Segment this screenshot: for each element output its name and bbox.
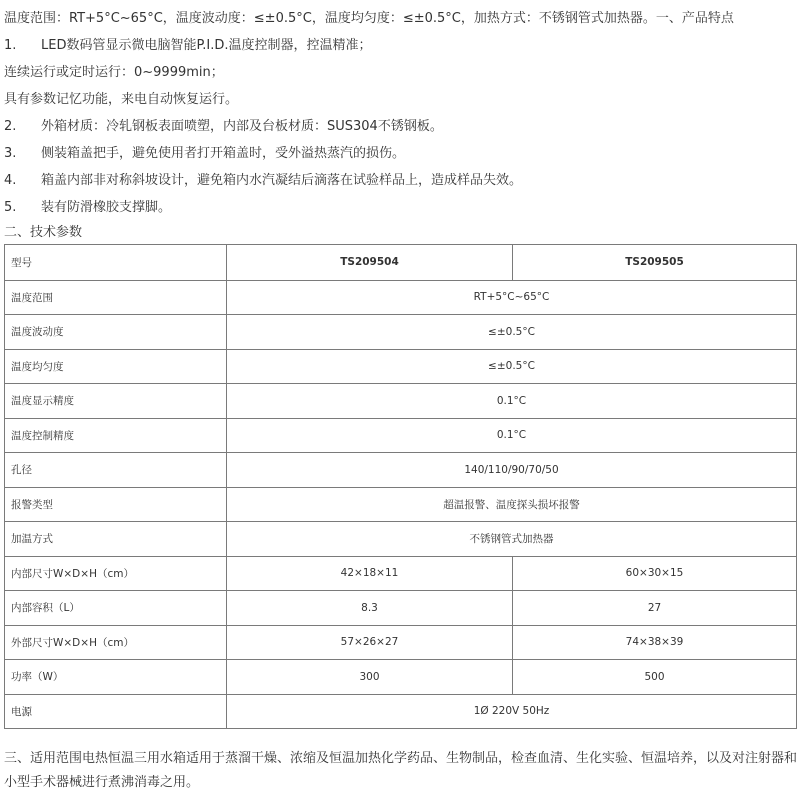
feature-item-4-text: 箱盖内部非对称斜坡设计，避免箱内水汽凝结后滴落在试验样品上，造成样品失效。 [41,173,523,188]
section-title-specs: 二、技术参数 [4,225,83,240]
table-row-power [5,660,797,695]
row-label-aperture: 孔径 [5,453,227,488]
intro-spec-line: 温度范围：RT+5°C~65°C，温度波动度：≤±0.5°C，温度均匀度：≤±0.5°C，加热方式：不锈钢管式加热器。一、产品特点 [4,11,734,26]
row-label-uniformity: 温度均匀度 [5,349,227,384]
row-label-fluctuation: 温度波动度 [5,315,227,350]
table-row-heating [5,522,797,557]
row-label-heating: 加温方式 [5,522,227,557]
model-ts209504: TS209504 [227,245,513,281]
feature-item-2-text: 外箱材质：冷轧钢板表面喷塑，内部及台板材质：SUS304不锈钢板。 [41,119,443,134]
table-row-inner-size [5,556,797,591]
row-label-control-precision: 温度控制精度 [5,418,227,453]
row-label-model: 型号 [5,245,227,281]
feature-item-1-text: LED数码管显示微电脑智能P.I.D.温度控制器，控温精准； [41,38,372,53]
row-label-outer-size: 外部尺寸W×D×H（cm） [5,625,227,660]
row-label-volume: 内部容积（L） [5,591,227,626]
feature-item-3-text: 侧装箱盖把手，避免使用者打开箱盖时，受外溢热蒸汽的损伤。 [41,146,406,161]
outer-size-ts209505: 74×38×39 [513,625,797,660]
table-row-temp-range [5,280,797,315]
table-row-volume [5,591,797,626]
spec-table [4,244,797,729]
outer-size-ts209504: 57×26×27 [227,625,513,660]
feature-item-1 [4,37,800,55]
volume-ts209505: 27 [513,591,797,626]
table-row-control-precision [5,418,797,453]
heating-value: 不锈钢管式加热器 [227,522,797,557]
row-label-display-precision: 温度显示精度 [5,384,227,419]
feature-item-5-number: 5. [4,200,17,215]
table-row-display-precision [5,384,797,419]
table-row-alarm [5,487,797,522]
feature-memory: 具有参数记忆功能，来电自动恢复运行。 [4,92,239,107]
table-row-fluctuation [5,315,797,350]
row-label-temp-range: 温度范围 [5,280,227,315]
feature-item-2 [4,118,800,136]
row-label-power: 功率（W） [5,660,227,695]
power-ts209504: 300 [227,660,513,695]
table-row-uniformity [5,349,797,384]
supply-value: 1Ø 220V 50Hz [227,694,797,729]
temp-range-value: RT+5°C~65°C [227,280,797,315]
aperture-value: 140/110/90/70/50 [227,453,797,488]
table-row-aperture [5,453,797,488]
feature-item-5-text: 装有防滑橡胶支撑脚。 [41,200,172,215]
application-scope-paragraph: 三、适用范围电热恒温三用水箱适用于蒸溜干燥、浓缩及恒温加热化学药品、生物制品，检查血清、生化实验、恒温培养，以及对注射器和小型手术器械进行煮沸消毒之用。 [4,751,798,790]
model-ts209505: TS209505 [513,245,797,281]
row-label-alarm: 报警类型 [5,487,227,522]
inner-size-ts209505: 60×30×15 [513,556,797,591]
alarm-value: 超温报警、温度探头损坏报警 [227,487,797,522]
feature-item-3-number: 3. [4,146,17,161]
feature-item-1-number: 1. [4,38,17,53]
table-row-outer-size [5,625,797,660]
table-row-supply [5,694,797,729]
feature-item-5 [4,199,800,217]
feature-item-3 [4,145,800,163]
uniformity-value: ≤±0.5°C [227,349,797,384]
fluctuation-value: ≤±0.5°C [227,315,797,350]
table-row-model [5,245,797,281]
feature-item-4-number: 4. [4,173,17,188]
inner-size-ts209504: 42×18×11 [227,556,513,591]
control-precision-value: 0.1°C [227,418,797,453]
row-label-supply: 电源 [5,694,227,729]
feature-item-2-number: 2. [4,119,17,134]
volume-ts209504: 8.3 [227,591,513,626]
row-label-inner-size: 内部尺寸W×D×H（cm） [5,556,227,591]
power-ts209505: 500 [513,660,797,695]
display-precision-value: 0.1°C [227,384,797,419]
feature-item-4 [4,172,800,190]
feature-run-mode: 连续运行或定时运行：0~9999min； [4,65,224,80]
